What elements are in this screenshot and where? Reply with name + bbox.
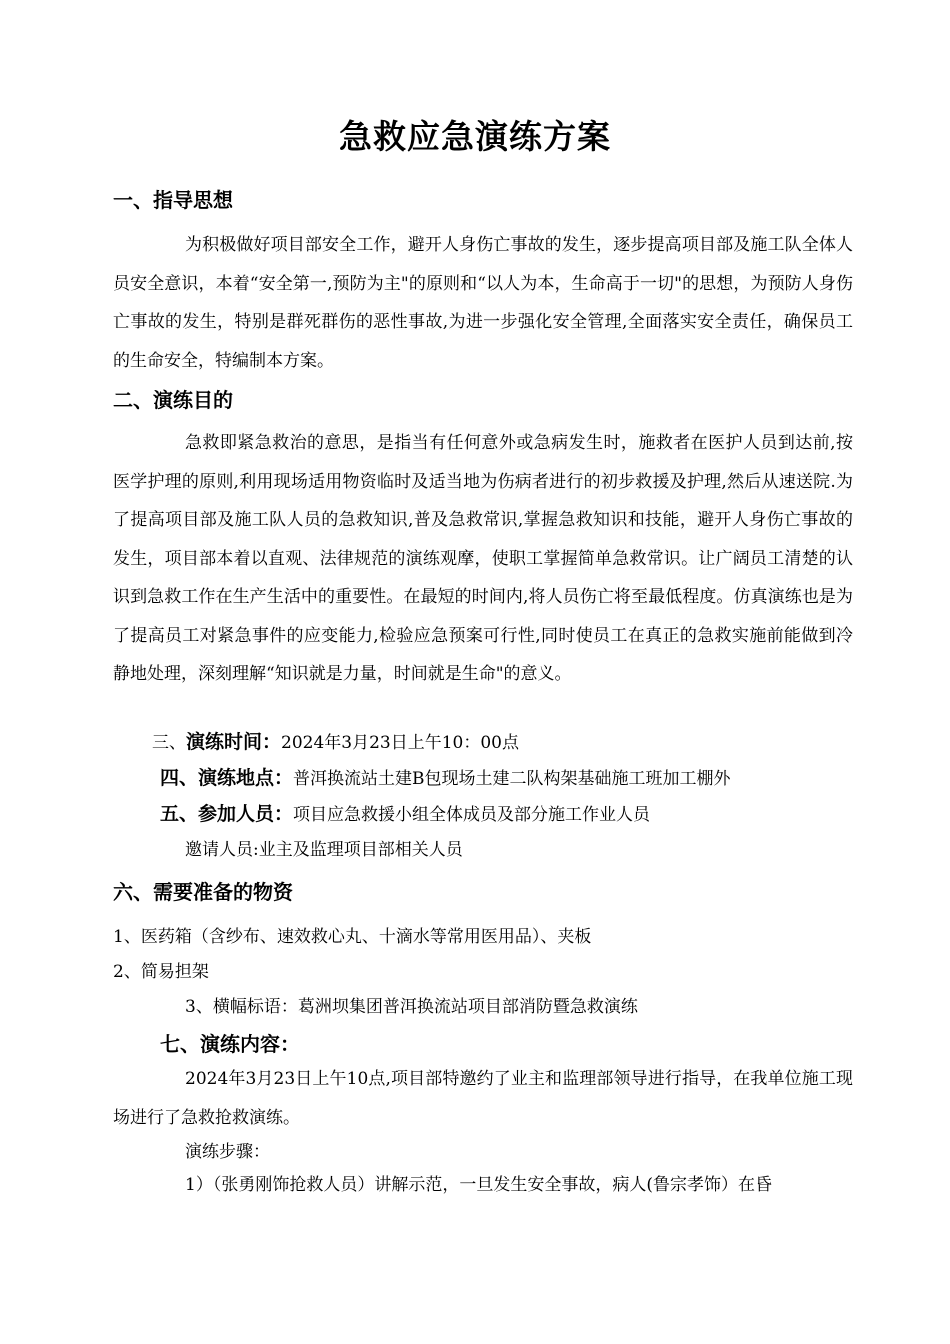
drill-location-line: [160, 763, 731, 794]
section-heading-guiding-ideology: 一、指导思想: [113, 188, 233, 212]
materials-item-2: 2、简易担架: [113, 962, 209, 982]
participants-value: 项目应急救援小组全体成员及部分施工作业人员: [293, 805, 651, 825]
section-body-drill-content: 2024年3月23日上午10点,项目部特邀约了业主和监理部领导进行指导，在我单位施工现场进行了急救抢救演练。: [113, 1069, 853, 1128]
materials-item-3: 3、横幅标语：葛洲坝集团普洱换流站项目部消防暨急救演练: [185, 997, 638, 1017]
participants-label: 五、参加人员：: [160, 803, 294, 825]
drill-time-line: [152, 727, 519, 758]
section-heading-materials: 六、需要准备的物资: [113, 880, 293, 904]
drill-time-prefix: 三、: [152, 733, 186, 753]
materials-item-1: 1、医药箱（含纱布、速效救心丸、十滴水等常用医用品）、夹板: [113, 927, 592, 947]
drill-time-label: 演练时间：: [186, 731, 282, 753]
participants-line: [160, 799, 650, 830]
document-title: 急救应急演练方案: [339, 117, 611, 156]
section-body-drill-purpose: 急救即紧急救治的意思，是指当有任何意外或急病发生时，施救者在医护人员到达前,按医学护理的原则,利用现场适用物资临时及适当地为伤病者进行的初步救援及护理,然后从速送院.为了提高项目部及施工队人员的急救知识,普及急救常识,掌握急救知识和技能，避开人身伤亡事故的发生，项目部本着以直观、法律规范的演练观摩，使职工掌握简单急救常识。让广阔员工清楚的认识到急救工作在生产生活中的重要性。在最短的时间内,将人员伤亡将至最低程度。仿真演练也是为了提高员工对紧急事件的应变能力,检验应急预案可行性,同时使员工在真正的急救实施前能做到冷静地处理，深刻理解“知识就是力量，时间就是生命"的意义。: [113, 433, 853, 684]
drill-time-value: 2024年3月23日上午10：00点: [281, 733, 519, 753]
invited-persons: 邀请人员:业主及监理项目部相关人员: [185, 840, 463, 860]
drill-step-1: 1）（张勇刚饰抢救人员）讲解示范，一旦发生安全事故，病人(鲁宗孝饰）在昏: [185, 1175, 772, 1195]
section-heading-drill-purpose: 二、演练目的: [113, 388, 233, 412]
section-heading-drill-content: 七、演练内容：: [160, 1032, 300, 1056]
drill-steps-label: 演练步骤：: [185, 1142, 270, 1162]
drill-location-label: 四、演练地点：: [160, 767, 294, 789]
section-body-guiding-ideology: 为积极做好项目部安全工作，避开人身伤亡事故的发生，逐步提高项目部及施工队全体人员安全意识，本着“安全第一,预防为主"的原则和“以人为本，生命高于一切"的思想，为预防人身伤亡事故的发生，特别是群死群伤的恶性事故,为进一步强化安全管理,全面落实安全责任，确保员工的生命安全，特编制本方案。: [113, 235, 853, 371]
drill-location-value: 普洱换流站土建B包现场土建二队构架基础施工班加工棚外: [293, 769, 731, 789]
